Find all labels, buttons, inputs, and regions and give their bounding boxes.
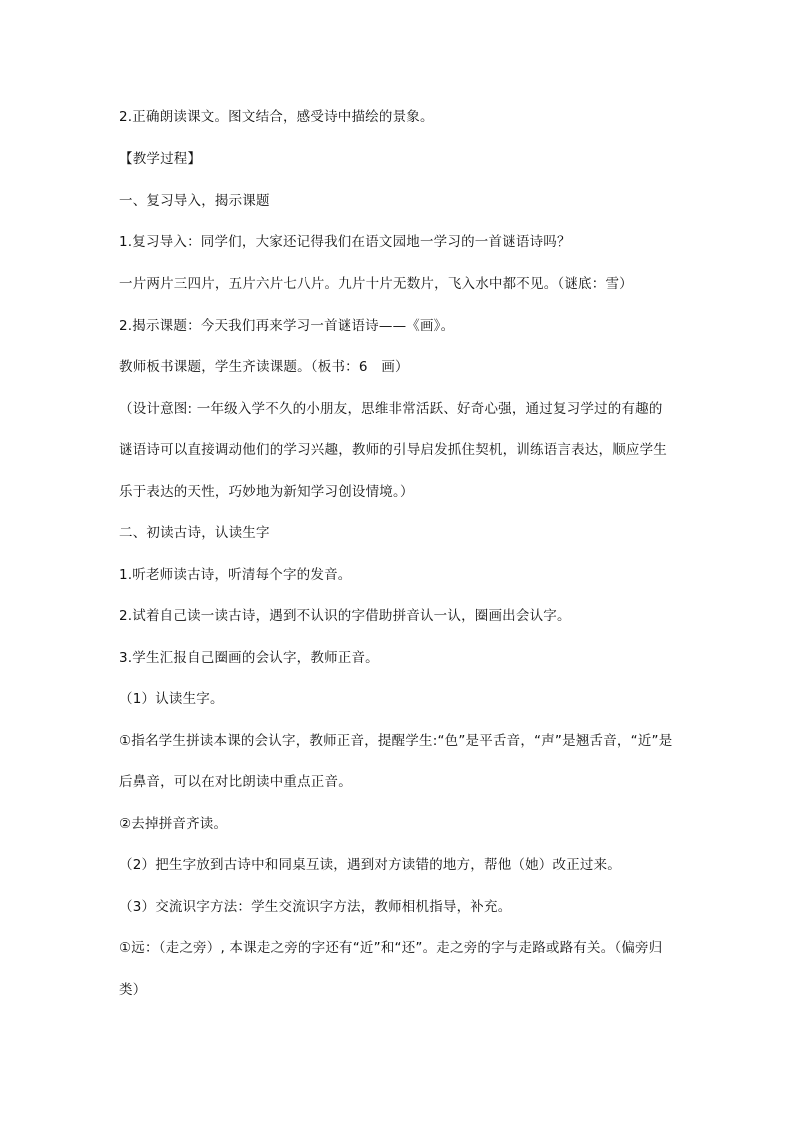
- paragraph-line: 3.学生汇报自己圈画的会认字，教师正音。: [119, 650, 379, 666]
- paragraph-line: 1.听老师读古诗，听清每个字的发音。: [119, 567, 352, 583]
- paragraph-line: （2）把生字放到古诗中和同桌互读，遇到对方读错的地方，帮他（她）改正过来。: [119, 857, 621, 873]
- riddle-poem-line: 一片两片三四片，五片六片七八片。九片十片无数片，飞入水中都不见。（谜底：雪）: [119, 276, 633, 292]
- paragraph-line: 类）: [119, 982, 147, 998]
- design-intent-line: 乐于表达的天性，巧妙地为新知学习创设情境。）: [119, 484, 414, 500]
- paragraph-line: （1）认读生字。: [119, 691, 224, 707]
- paragraph-line: ①指名学生拼读本课的会认字，教师正音，提醒学生:“色”是平舌音，“声”是翘舌音，“近”是: [119, 733, 673, 749]
- paragraph-line: ②去掉拼音齐读。: [119, 816, 228, 832]
- objective-line: 2.正确朗读课文。图文结合，感受诗中描绘的景象。: [119, 109, 434, 125]
- paragraph-line: 2.揭示课题：今天我们再来学习一首谜语诗——《画》。: [119, 318, 455, 334]
- design-intent-line: （设计意图: 一年级入学不久的小朋友，思维非常活跃、好奇心强，通过复习学过的有趣的: [119, 401, 663, 417]
- heading-review-intro: 一、复习导入，揭示课题: [119, 193, 270, 209]
- paragraph-line: ①远：（走之旁）, 本课走之旁的字还有“近”和“还”。走之旁的字与走路或路有关。（偏旁归: [119, 940, 663, 956]
- paragraph-line: 后鼻音，可以在对比朗读中重点正音。: [119, 774, 352, 790]
- paragraph-line: 1.复习导入：同学们，大家还记得我们在语文园地一学习的一首谜语诗吗？: [119, 234, 571, 250]
- heading-first-reading: 二、初读古诗，认读生字: [119, 525, 270, 541]
- section-heading-teaching-process: 【教学过程】: [119, 151, 202, 167]
- paragraph-line: 教师板书课题，学生齐读课题。（板书：6 画）: [119, 359, 409, 375]
- design-intent-line: 谜语诗可以直接调动他们的学习兴趣，教师的引导启发抓住契机，训练语言表达，顺应学生: [119, 442, 667, 458]
- paragraph-line: 2.试着自己读一读古诗，遇到不认识的字借助拼音认一认，圈画出会认字。: [119, 608, 571, 624]
- paragraph-line: （3）交流识字方法：学生交流识字方法，教师相机指导，补充。: [119, 899, 512, 915]
